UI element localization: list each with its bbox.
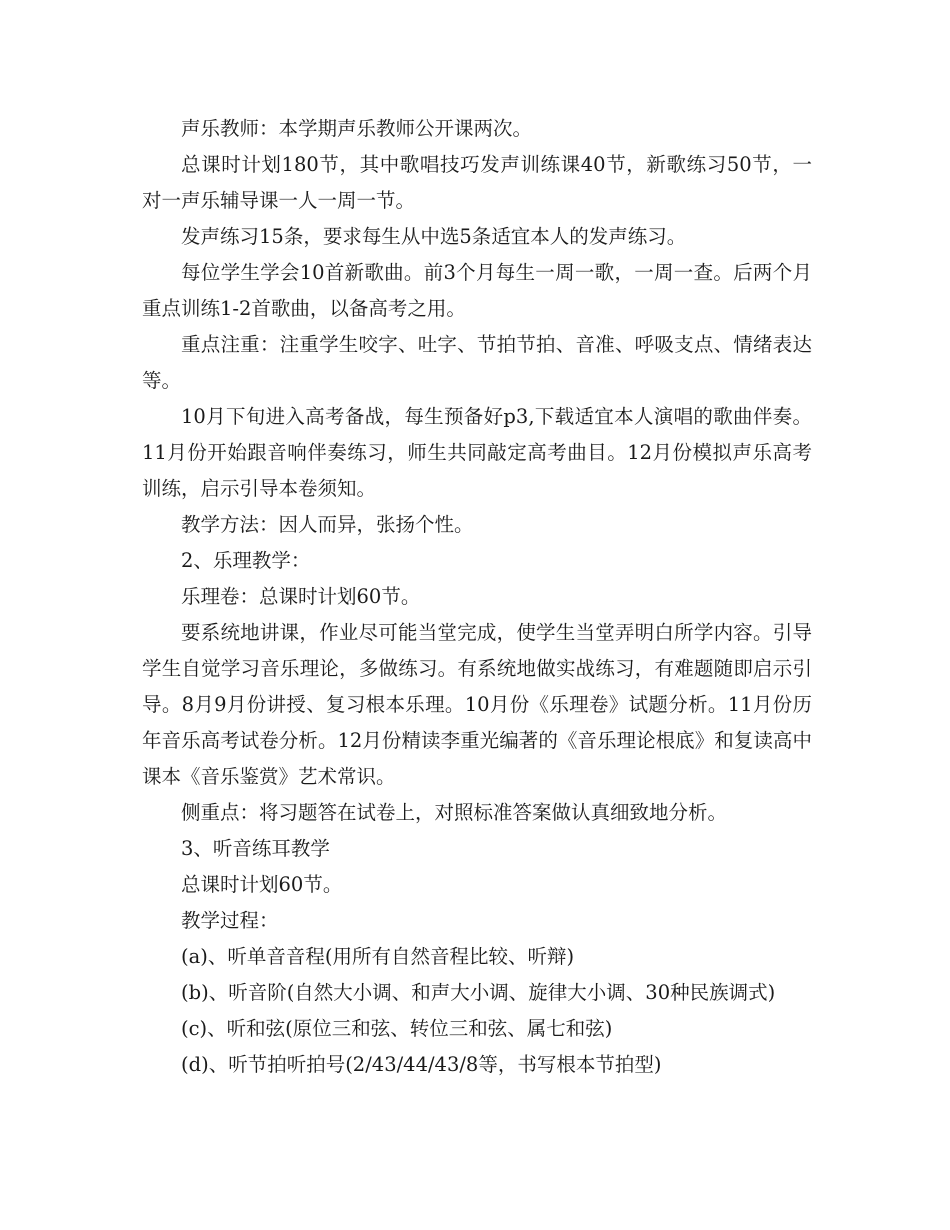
- paragraph-theory-focus: 侧重点：将习题答在试卷上，对照标准答案做认真细致地分析。: [181, 801, 728, 824]
- paragraph-theory-plan: 要系统地讲课，作业尽可能当堂完成，使学生当堂弄明白所学内容。引导学生自觉学习音乐理论，多做练习。有系统地做实战练习，有难题随即启示引导。8月9月份讲授、复习根本乐理。10月份《乐理卷》试题分析。11月份历年音乐高考试卷分析。12月份精读李重光编著的《音乐理论根底》和复读高中课本《音乐鉴赏》艺术常识。: [142, 621, 812, 788]
- paragraph-total-hours: 总课时计划180节，其中歌唱技巧发声训练课40节，新歌练习50节，一对一声乐辅导课一人一周一节。: [142, 153, 812, 212]
- list-item-chords: (c)、听和弦(原位三和弦、转位三和弦、属七和弦): [181, 1017, 613, 1040]
- list-item-meters: (d)、听节拍听拍号(2/43/44/43/8等，书写根本节拍型): [181, 1053, 662, 1076]
- paragraph-exam-preparation: 10月下旬进入高考备战，每生预备好p3,下载适宜本人演唱的歌曲伴奏。11月份开始跟音响伴奏练习，师生共同敲定高考曲目。12月份模拟声乐高考训练，启示引导本卷须知。: [142, 405, 812, 500]
- paragraph-theory-hours: 乐理卷：总课时计划60节。: [181, 585, 421, 608]
- paragraph-teaching-process: 教学过程：: [181, 909, 279, 932]
- paragraph-vocalization-exercises: 发声练习15条，要求每生从中选5条适宜本人的发声练习。: [181, 225, 687, 248]
- paragraph-teaching-method: 教学方法：因人而异，张扬个性。: [181, 513, 474, 536]
- paragraph-new-songs: 每位学生学会10首新歌曲。前3个月每生一周一歌，一周一查。后两个月重点训练1-2首歌曲，以备高考之用。: [142, 261, 812, 320]
- paragraph-vocal-teacher: 声乐教师：本学期声乐教师公开课两次。: [181, 117, 533, 140]
- document-body: [142, 111, 812, 1083]
- section-heading-music-theory: 2、乐理教学：: [181, 549, 311, 572]
- list-item-intervals: (a)、听单音音程(用所有自然音程比较、听辩): [181, 945, 575, 968]
- paragraph-key-points: 重点注重：注重学生咬字、吐字、节拍节拍、音准、呼吸支点、情绪表达等。: [142, 333, 812, 392]
- list-item-scales: (b)、听音阶(自然大小调、和声大小调、旋律大小调、30种民族调式): [181, 981, 776, 1004]
- section-heading-ear-training: 3、听音练耳教学: [181, 837, 330, 860]
- paragraph-ear-training-hours: 总课时计划60节。: [181, 873, 343, 896]
